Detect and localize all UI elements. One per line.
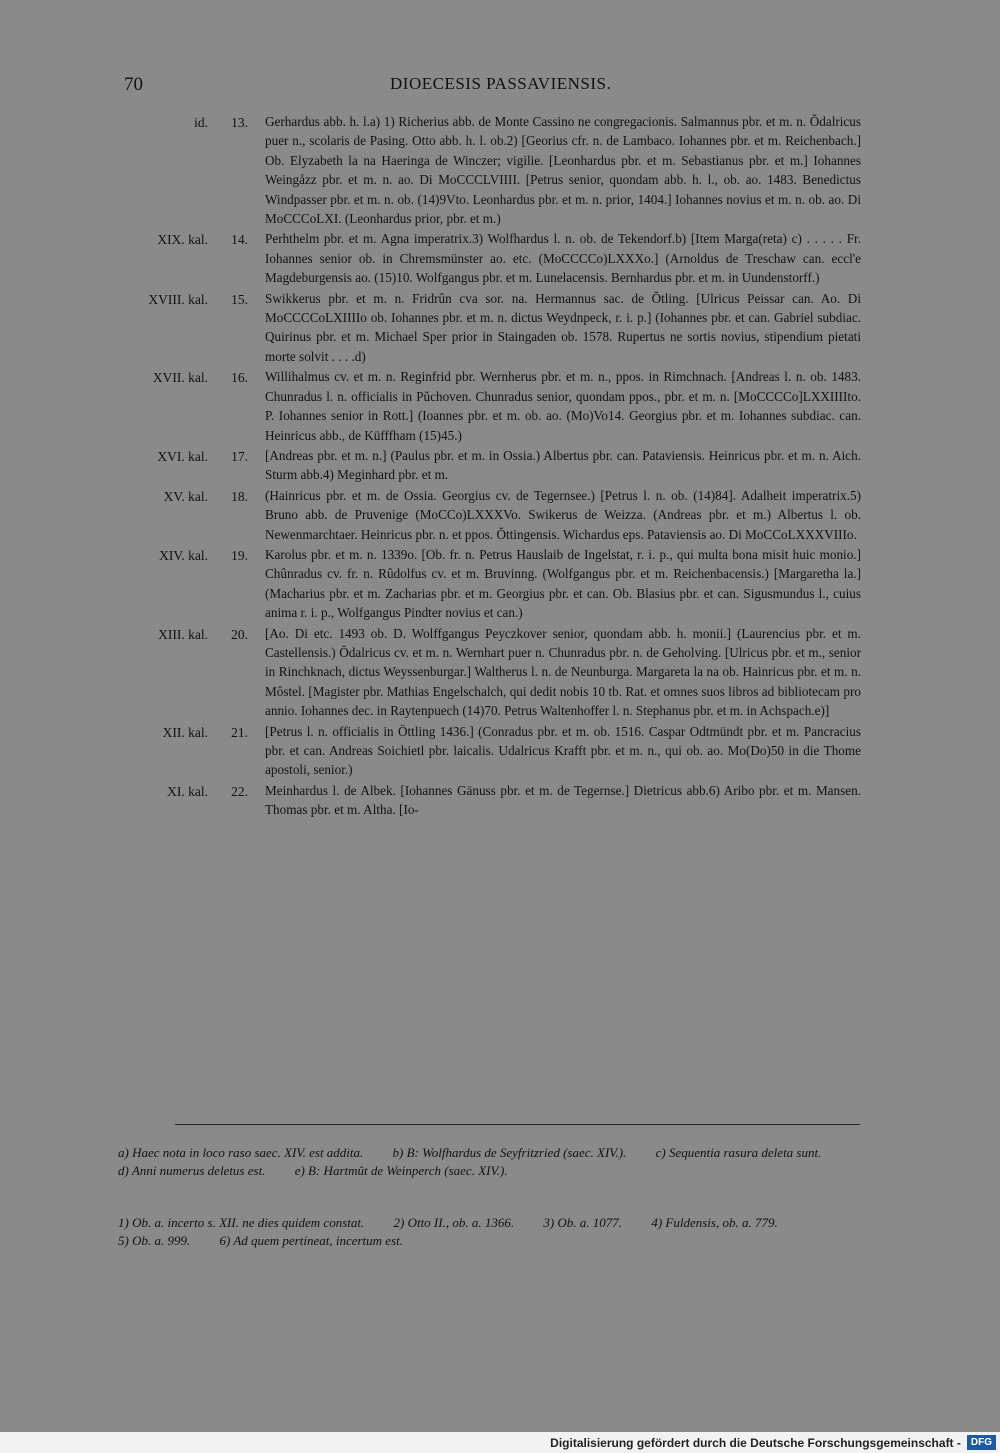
entry-day: 19. <box>231 547 248 563</box>
entry-day: 15. <box>231 291 248 307</box>
entry-date: id. <box>194 115 208 130</box>
calendar-entry <box>0 722 1000 780</box>
entry-text: Meinhardus l. de Albek. [Iohannes Gänuss pbr. et m. de Tegernse.] Dietricus abb.6) Aribo pbr. et m. Mansen. Thomas pbr. et m. Altha. [Io- <box>265 782 861 818</box>
critical-apparatus <box>118 1144 863 1180</box>
page-number: 70 <box>124 74 143 95</box>
footnote: 5) Ob. a. 999. <box>118 1233 191 1248</box>
entry-text: [Petrus l. n. officialis in Öttling 1436.] (Conradus pbr. et m. ob. 1516. Caspar Odtmündt pbr. et m. Pancracius pbr. et can. Andreas Soichietl pbr. laicalis. Udalricus Krafft pbr. et m. n., qui ob. ao. Mo(Do)50 in die Thome apostoli, senior.) <box>265 723 861 778</box>
calendar-entry <box>0 289 1000 367</box>
entry-date: XV. kal. <box>163 488 208 504</box>
footnote: e) B: Hartmût de Weinperch (saec. XIV.). <box>294 1163 508 1178</box>
entry-day: 21. <box>231 724 248 740</box>
calendar-entry <box>0 781 1000 820</box>
entry-day: 13. <box>231 115 248 130</box>
footnote: c) Sequentia rasura deleta sunt. <box>655 1145 822 1160</box>
entry-date: XI. kal. <box>167 783 208 799</box>
footnote: 1) Ob. a. incerto s. XII. ne dies quidem constat. <box>118 1215 365 1230</box>
entry-text: Karolus pbr. et m. n. 1339o. [Ob. fr. n. Petrus Hauslaib de Ingelstat, r. i. p., qui multa bona misit huic monio.] Chûnradus cv. fr. n. Rûdolfus cv. et m. Bruvinng. (Wolfgangus pbr. et m. Reichenbacensis.) [Margaretha la.] (Macharius pbr. et m. Zacharias pbr. et m. Georgius pbr. et can. Ob. Blasius pbr. et can. Sigusmundus l., cuius anima r. i. p., Wolfgangus Pindter novius et can.) <box>265 546 861 621</box>
calendar-entry <box>0 229 1000 287</box>
historical-notes <box>118 1214 863 1250</box>
entry-text: Perhthelm pbr. et m. Agna imperatrix.3) Wolfhardus l. n. ob. de Tekendorf.b) [Item Marga(reta) c) . . . . . Fr. Iohannes senior ob. in Chremsmünster ao. etc. (MoCCCCo)LXXXo.] (Arnoldus de Treschaw can. eccl'e Magdeburgensis ao. (15)10. Wolfgangus pbr. et m. Lunelacensis. Bernhardus pbr. et m. in Uundenstorff.) <box>265 231 861 286</box>
calendar-entry <box>0 367 1000 445</box>
footnote: 6) Ad quem pertineat, incertum est. <box>219 1233 403 1248</box>
footnote: a) Haec nota in loco raso saec. XIV. est addita. <box>118 1145 364 1160</box>
entry-day: 16. <box>231 370 248 386</box>
entry-day: 22. <box>231 783 248 799</box>
calendar-entry <box>0 112 1000 228</box>
footer-credit: Digitalisierung gefördert durch die Deutsche Forschungsgemeinschaft - <box>550 1435 961 1450</box>
calendar-entry <box>0 624 1000 721</box>
entry-text: Gerhardus abb. h. l.a) 1) Richerius abb. de Monte Cassino ne congregacionis. Salmannus pbr. et m. n. Ŏdalricus puer n., scolaris de Pasing. Otto abb. h. l. ob.2) [Georius cfr. n. de Lambaco. Iohannes pbr. et m. Reichenbach.] Ob. Elyzabeth la na Haeringa de Winczer; vigilie. [Leonhardus pbr. et m. Sebastianus pbr. et m.] Iohannes Weingåzz pbr. et m. n. ao. Di MoCCCLVIIII. [Petrus senior, quondam abb. h. l., ob. ao. 1483. Benedictus Windpasser pbr. et m. n. ob. (14)9Vto. Leonhardus pbr. et m. n. prior, 1404.] Iohannes novius et m. n. ob. ao. Di MoCCCoLXI. (Leonhardus prior, pbr. et m.) <box>265 114 861 227</box>
entry-date: XVI. kal. <box>157 448 208 464</box>
running-head: DIOECESIS PASSAVIENSIS. <box>390 74 612 93</box>
entry-text: Swikkerus pbr. et m. n. Fridrûn cva sor. na. Hermannus sac. de Ŏtling. [Ulricus Peissar can. Ao. Di MoCCCCoLXIIIIo ob. Iohannes pbr. et m. n. dictus Weydnpeck, r. i. p.] (Iohannes pbr. et can. Gabriel subdiac. Quirinus pbr. et m. Michael Sper prior in Staingaden ob. 1578. Rupertus ne sortis novius, stipendium pietati morte solvit . . . .d) <box>265 290 861 364</box>
calendar-entry <box>0 446 1000 485</box>
entry-text: [Ao. Di etc. 1493 ob. D. Wolffgangus Peyczkover senior, quondam abb. h. monii.] (Laurencius pbr. et m. Castellensis.) Ŏdalricus cv. et m. n. Wernhart puer n. Chunradus pbr. n. de Geholving. [Ulricus pbr. et m., senior in Rinchknach, dictus Weyssenburgar.] Waltherus l. n. de Neunburga. Margareta la na ob. Hainricus pbr. et m. n. Môstel. [Magister pbr. Mathias Engelschalch, qui dedit nobis 10 tb. Rat. et omnes suos libros ad bibliotecam pro annio. Iohannes dec. in Raytenpuech (14)70. Petrus Waltenhoffer l. n. Stephanus pbr. et m. in Achspach.e)] <box>265 625 861 719</box>
calendar-entries <box>0 112 1000 821</box>
digitization-footer <box>0 1432 1000 1453</box>
footnote: b) B: Wolfhardus de Seyfritzried (saec. XIV.). <box>392 1145 627 1160</box>
entry-day: 20. <box>231 626 248 642</box>
entry-text: (Hainricus pbr. et m. de Ossia. Georgius cv. de Tegernsee.) [Petrus l. n. ob. (14)84]. Adalheit imperatrix.5) Bruno abb. de Pruvenige (MoCCo)LXXXVo. Swikerus de Weizza. (Andreas pbr. et m.) Albertus l. ob. Newenmarchtaer. Heinricus pbr. n. et ppos. Ŏttingensis. Wichardus eps. Pataviensis ao. Di MoCCoLXXXVIIIo. <box>265 487 861 542</box>
footnote-divider <box>175 1124 860 1125</box>
entry-text: [Andreas pbr. et m. n.] (Paulus pbr. et m. in Ossia.) Albertus pbr. can. Pataviensis. Heinricus pbr. et m. n. Aich. Sturm abb.4) Meginhard pbr. et m. <box>265 447 861 483</box>
entry-day: 14. <box>231 232 248 248</box>
calendar-entry <box>0 486 1000 544</box>
entry-day: 18. <box>231 488 248 504</box>
entry-date: XII. kal. <box>162 724 208 740</box>
entry-text: Willihalmus cv. et m. n. Reginfrid pbr. Wernherus pbr. et m. n., ppos. in Rimchnach. [Andreas l. n. ob. 1483. Chunradus l. n. officialis in Pǔchoven. Chunradus senior, quondam ppos., pbr. et m. n. [MoCCCCo]LXXIIIIto. P. Iohannes senior in Rott.] (Ioannes pbr. et m. ob. ao. (Mo)Vo14. Georgius pbr. et m. Iohannes subdiac. can. Heinricus abb., de Küfffham (15)45.) <box>265 369 861 443</box>
entry-day: 17. <box>231 448 248 464</box>
footnote: 2) Otto II., ob. a. 1366. <box>393 1215 515 1230</box>
entry-date: XIV. kal. <box>159 547 208 563</box>
entry-date: XIII. kal. <box>158 626 208 642</box>
entry-date: XIX. kal. <box>157 232 208 248</box>
footnote: 4) Fuldensis, ob. a. 779. <box>651 1215 778 1230</box>
entry-date: XVIII. kal. <box>148 291 208 307</box>
dfg-logo-icon: DFG <box>967 1435 996 1450</box>
calendar-entry <box>0 545 1000 623</box>
footnote: 3) Ob. a. 1077. <box>543 1215 623 1230</box>
entry-date: XVII. kal. <box>152 370 208 386</box>
footnote: d) Anni numerus deletus est. <box>118 1163 266 1178</box>
